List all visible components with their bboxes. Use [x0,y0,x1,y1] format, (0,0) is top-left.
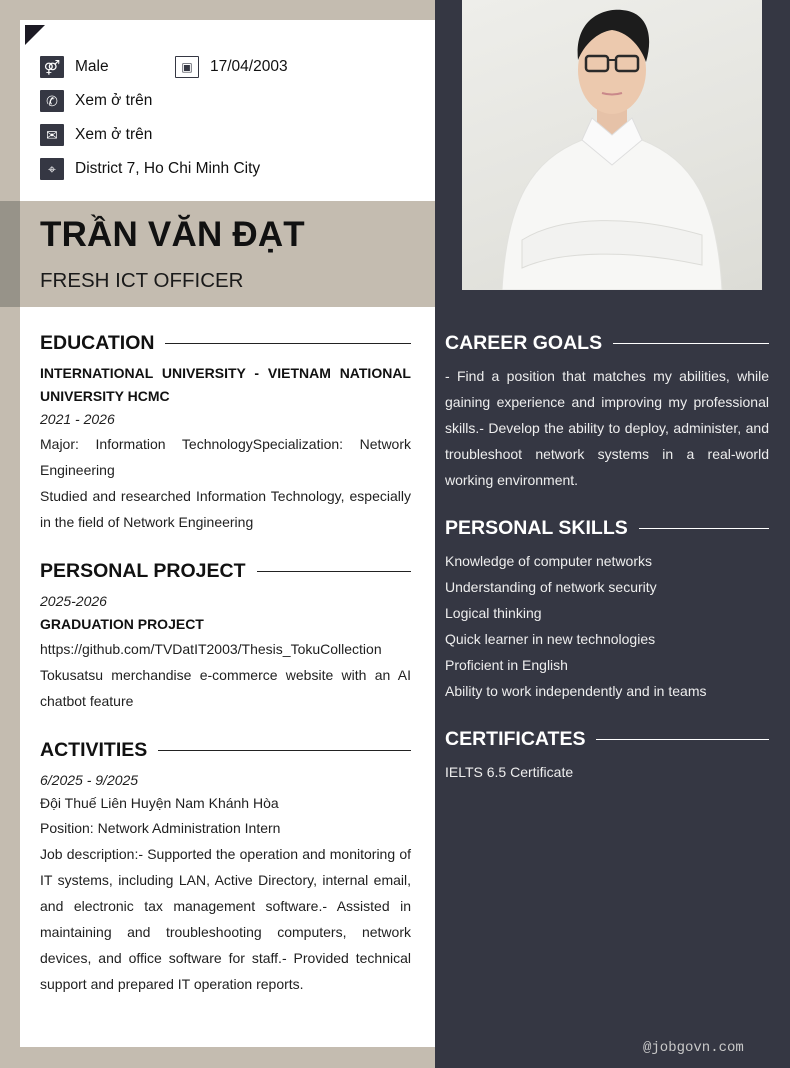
email-value: Xem ở trên [75,126,153,143]
activity-position: Position: Network Administration Intern [40,820,281,836]
project-link[interactable]: https://github.com/TVDatIT2003/Thesis_TokuCollection [40,641,382,657]
heading-rule [165,343,411,344]
corner-triangle-decoration [25,25,45,45]
name-band [0,201,435,307]
project-name: GRADUATION PROJECT [40,616,204,632]
certificate-item: IELTS 6.5 Certificate [445,764,574,780]
education-period: 2021 - 2026 [40,411,115,427]
profile-photo [462,0,762,290]
career-goals-heading-text: CAREER GOALS [445,331,603,354]
activities-heading [40,737,411,763]
email-icon: ✉ [40,124,64,146]
skills-section [445,515,769,704]
project-heading [40,558,411,584]
portrait-illustration [462,0,762,290]
address-row [40,158,260,180]
skill-item: Ability to work independently and in teams [445,683,707,699]
job-title: FRESH ICT OFFICER [40,269,244,292]
education-section [40,330,411,535]
email-row [40,124,152,146]
footer-brand: @jobgovn.com [643,1040,744,1056]
project-section [40,558,411,714]
activity-organization: Đội Thuế Liên Huyện Nam Khánh Hòa [40,795,279,811]
phone-row [40,90,152,112]
birthdate-value: 17/04/2003 [210,58,288,75]
skills-list [445,548,769,704]
phone-value: Xem ở trên [75,92,153,109]
birthdate-row [175,56,288,78]
phone-icon: ✆ [40,90,64,112]
heading-rule [596,739,769,740]
education-description: Studied and researched Information Technology, especially in the field of Network Engineering [40,488,411,530]
activity-period: 6/2025 - 9/2025 [40,772,139,788]
heading-rule [158,750,411,751]
address-value: District 7, Ho Chi Minh City [75,160,261,177]
education-heading [40,330,411,356]
project-period: 2025-2026 [40,593,107,609]
certificates-heading-text: CERTIFICATES [445,727,586,750]
career-goals-section [445,330,769,493]
activities-heading-text: ACTIVITIES [40,738,148,761]
skills-heading [445,515,769,541]
candidate-name: TRẦN VĂN ĐẠT [40,215,305,254]
project-description: Tokusatsu merchandise e-commerce website with an AI chatbot feature [40,667,411,709]
skill-item: Understanding of network security [445,579,657,595]
education-school: INTERNATIONAL UNIVERSITY - VIETNAM NATIONAL UNIVERSITY HCMC [40,365,411,404]
calendar-icon: ▣ [175,56,199,78]
location-icon: ⌖ [40,158,64,180]
career-goals-heading [445,330,769,356]
activity-description: Job description:- Supported the operation and monitoring of IT systems, including LAN, Active Directory, internal email, and electronic tax management software.- Assisted in maintaining and troubleshooting computers, network devices, and office software for staff.- Provided technical support and prepared IT operation reports. [40,846,411,992]
right-panel [435,0,790,1068]
gender-value: Male [75,58,109,75]
certificates-section [445,726,769,785]
skills-heading-text: PERSONAL SKILLS [445,516,628,539]
skill-item: Knowledge of computer networks [445,553,652,569]
project-heading-text: PERSONAL PROJECT [40,559,246,582]
gender-icon: ⚤ [40,56,64,78]
education-major: Major: Information TechnologySpecialization: Network Engineering [40,436,411,478]
heading-rule [257,571,411,572]
certificates-heading [445,726,769,752]
activities-section [40,737,411,997]
career-goals-text: - Find a position that matches my abilities, while gaining experience and improving my professional skills.- Develop the ability to deploy, administer, and troubleshoot network systems in a real-world working environment. [445,368,769,488]
band-strip-decoration [0,201,20,307]
skill-item: Logical thinking [445,605,542,621]
skill-item: Proficient in English [445,657,568,673]
gender-row [40,56,109,78]
education-heading-text: EDUCATION [40,331,155,354]
skill-item: Quick learner in new technologies [445,631,656,647]
heading-rule [613,343,769,344]
heading-rule [639,528,769,529]
